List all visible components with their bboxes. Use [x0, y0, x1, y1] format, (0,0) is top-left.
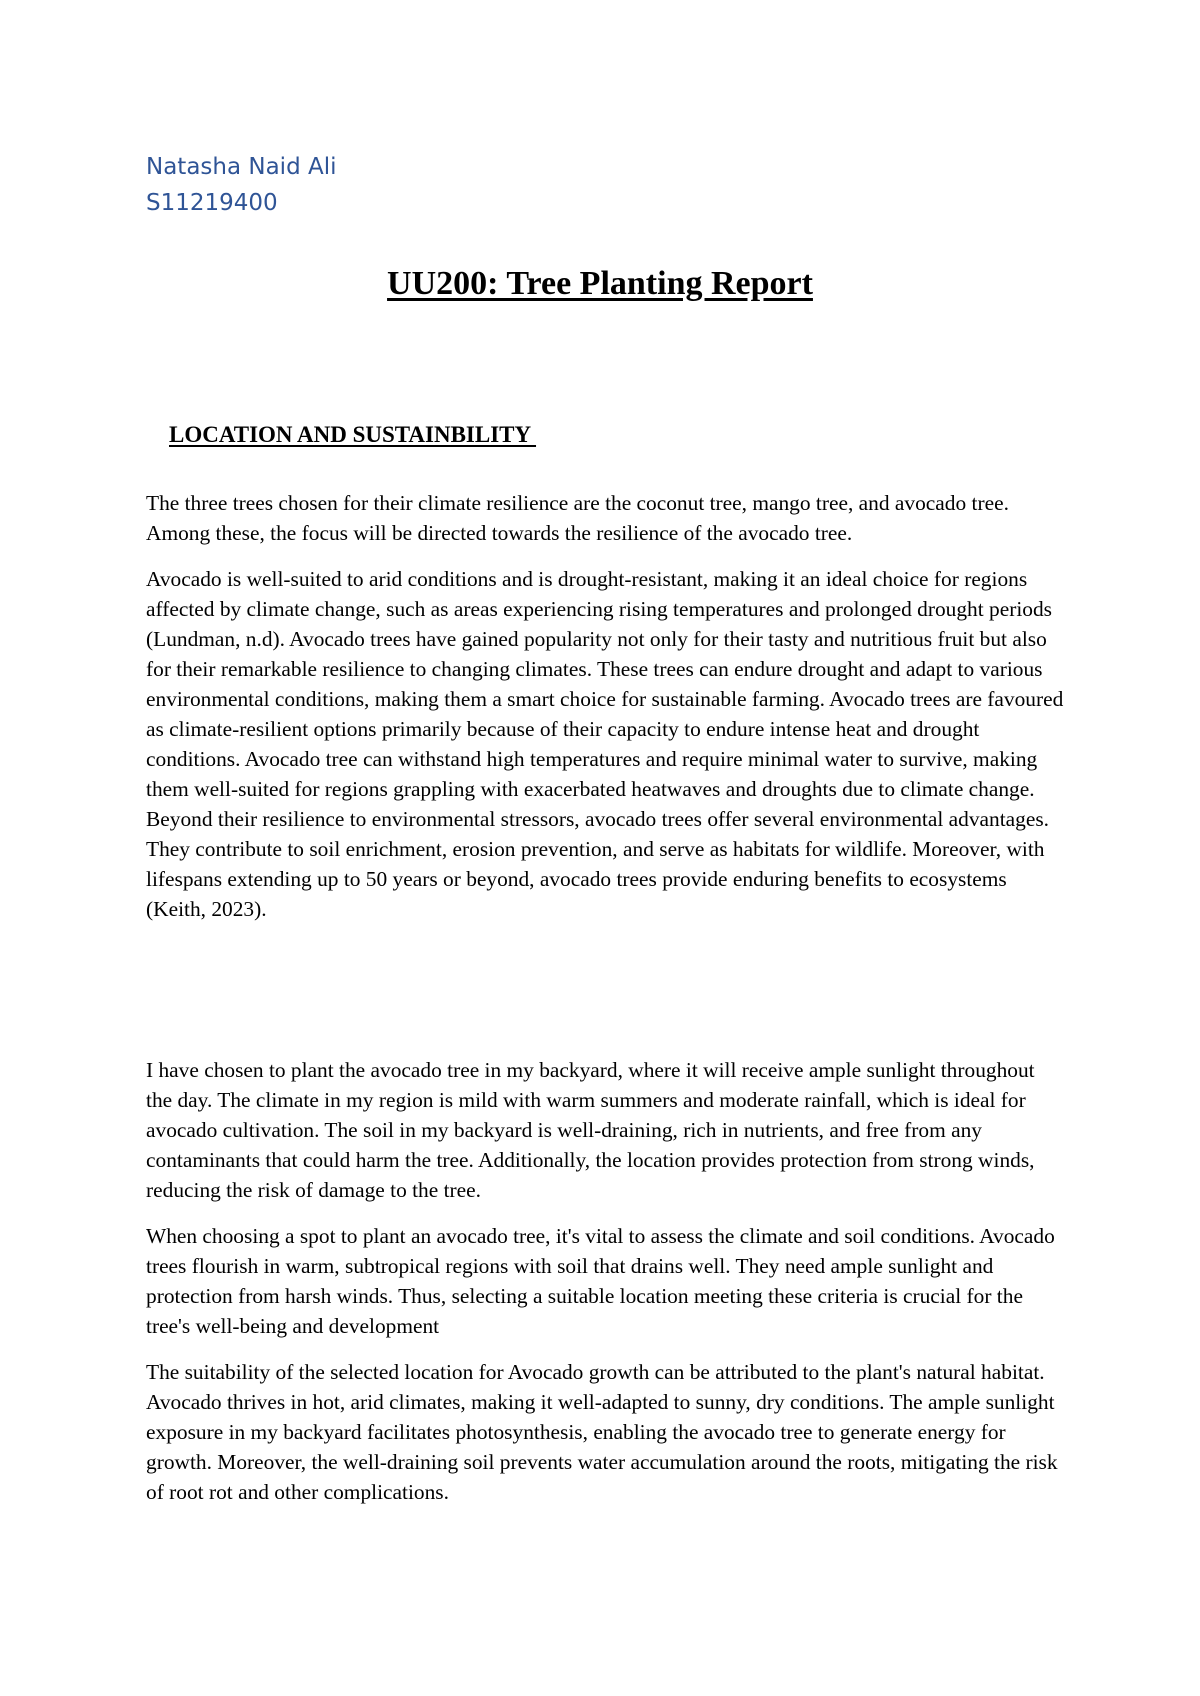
paragraph-backyard-location: I have chosen to plant the avocado tree in my backyard, where it will receive ample sunlight throughout the day. The climate in my region is mild with warm summers and moderate rainfall, which is ideal for avocado cultivation. The soil in my backyard is well-draining, rich in nutrients, and free from any contaminants that could harm the tree. Additionally, the location provides protection from strong winds, reducing the risk of damage to the tree. [146, 1058, 1035, 1202]
section-heading-text: LOCATION AND SUSTAINBILITY [169, 422, 537, 447]
paragraph-avocado-resilience: Avocado is well-suited to arid conditions and is drought-resistant, making it an ideal choice for regions affected by climate change, such as areas experiencing rising temperatures and prolonged drought periods (Lundman, n.d). Avocado trees have gained popularity not only for their tasty and nutritious fruit but also for their remarkable resilience to changing climates. These trees can endure drought and adapt to various environmental conditions, making them a smart choice for sustainable farming. Avocado trees are favoured as climate-resilient options primarily because of their capacity to endure intense heat and drought conditions. Avocado tree can withstand high temperatures and require minimal water to survive, making them well-suited for regions grappling with exacerbated heatwaves and droughts due to climate change. Beyond their resilience to environmental stressors, avocado trees offer several environmental advantages. They contribute to soil enrichment, erosion prevention, and serve as habitats for wildlife. Moreover, with lifespans extending up to 50 years or beyond, avocado trees provide enduring benefits to ecosystems (Keith, 2023). [146, 567, 1064, 921]
document-title-text: UU200: Tree Planting Report [387, 265, 813, 302]
paragraph-intro: The three trees chosen for their climate resilience are the coconut tree, mango tree, and avocado tree. Among these, the focus will be directed towards the resilience of the avocado tree. [146, 491, 1009, 545]
paragraph-suitability: The suitability of the selected location for Avocado growth can be attributed to the plant's natural habitat. Avocado thrives in hot, arid climates, making it well-adapted to sunny, dry conditions. The ample sunlight exposure in my backyard facilitates photosynthesis, enabling the avocado tree to generate energy for growth. Moreover, the well-draining soil prevents water accumulation around the roots, mitigating the risk of root rot and other complications. [146, 1360, 1058, 1504]
student-id: S11219400 [146, 190, 278, 216]
author-block [146, 149, 337, 221]
paragraph-choosing-spot: When choosing a spot to plant an avocado tree, it's vital to assess the climate and soil conditions. Avocado trees flourish in warm, subtropical regions with soil that drains well. They need ample sunlight and protection from harsh winds. Thus, selecting a suitable location meeting these criteria is crucial for the tree's well-being and development [146, 1224, 1055, 1338]
body-block-sustainability [146, 488, 1066, 924]
body-block-location [146, 1055, 1066, 1507]
section-heading [146, 387, 536, 483]
document-title [0, 262, 1200, 306]
author-name: Natasha Naid Ali [146, 154, 337, 180]
